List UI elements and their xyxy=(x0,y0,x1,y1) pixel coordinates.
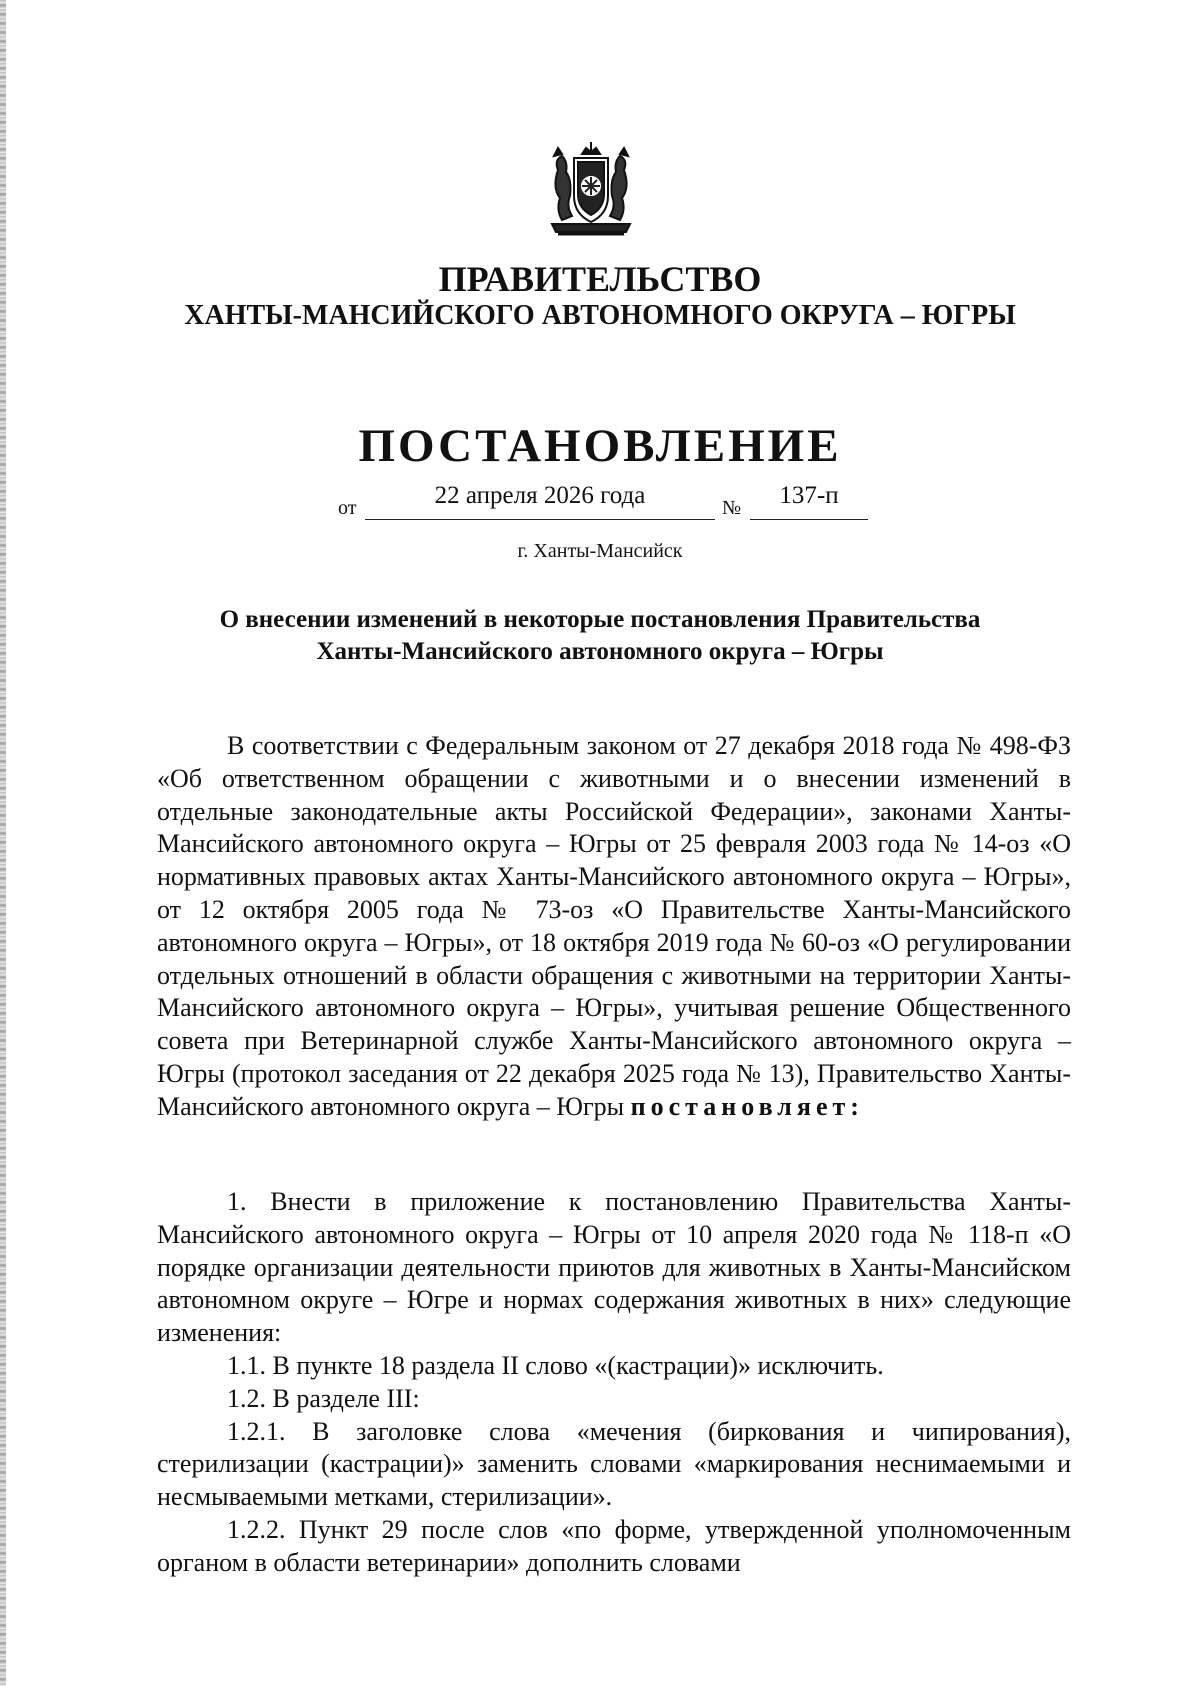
document-subject xyxy=(140,604,1060,668)
item-1-1: 1.1. В пункте 18 раздела II слово «(кастрации)» исключить. xyxy=(227,1350,884,1380)
resolves-word: постановляет: xyxy=(630,1091,864,1121)
item-1-2-2: 1.2.2. Пункт 29 после слов «по форме, утвержденной уполномоченным органом в области ветеринарии» дополнить словами xyxy=(157,1514,1071,1577)
date-value: 22 апреля 2026 года xyxy=(434,482,646,509)
subject-line-1: О внесении изменений в некоторые постановления Правительства xyxy=(219,606,981,633)
number-underline xyxy=(750,519,868,520)
item-1: 1. Внести в приложение к постановлению Правительства Ханты-Мансийского автономного округа – Югры от 10 апреля 2020 года № 118-п «О порядке организации деятельности приютов для животных в Ханты-Мансийском автономном округе – Югре и нормах содержания животных в них» следующие изменения: xyxy=(157,1187,1071,1348)
government-title: ПРАВИТЕЛЬСТВО xyxy=(438,259,762,299)
date-label: от xyxy=(338,497,357,519)
item-1-2: 1.2. В разделе III: xyxy=(227,1383,420,1413)
number-value: 137-п xyxy=(779,482,839,509)
subject-line-2: Ханты-Мансийского автономного округа – Югры xyxy=(316,638,884,665)
document-type: ПОСТАНОВЛЕНИЕ xyxy=(358,420,842,472)
government-region: ХАНТЫ-МАНСИЙСКОГО АВТОНОМНОГО ОКРУГА – ЮГРЫ xyxy=(184,300,1016,331)
city: г. Ханты-Мансийск xyxy=(517,540,683,562)
preamble xyxy=(157,730,1071,1124)
preamble-text: В соответствии с Федеральным законом от 27 декабря 2018 года № 498-ФЗ «Об ответственном обращении с животными и о внесении изменений в отдельные законодательные акты Российской Федерации», законами Ханты-Мансийского автономного округа – Югры от 25 февраля 2003 года № 14-оз «О нормативных правовых актах Ханты-Мансийского автономного округа – Югры», от 12 октября 2005 года № 73-оз «О Правительстве Ханты-Мансийского автономного округа – Югры», от 18 октября 2019 года № 60-оз «О регулировании отдельных отношений в области обращения с животными на территории Ханты-Мансийского автономного округа – Югры», учитывая решение Общественного совета при Ветеринарной службе Ханты-Мансийского автономного округа – Югры (протокол заседания от 22 декабря 2025 года № 13), Правительство Ханты-Мансийского автономного округа – Югры xyxy=(157,731,1071,1121)
scan-edge xyxy=(0,0,6,1686)
item-1-2-1: 1.2.1. В заголовке слова «мечения (биркования и чипирования), стерилизации (кастрации)» заменить словами «маркирования неснимаемыми и несмываемыми метками, стерилизации». xyxy=(157,1416,1071,1512)
coat-of-arms-icon xyxy=(548,140,634,240)
date-underline xyxy=(365,519,715,520)
preamble-paragraph xyxy=(157,730,1071,1124)
amendments xyxy=(157,1186,1071,1580)
number-label: № xyxy=(722,497,742,519)
